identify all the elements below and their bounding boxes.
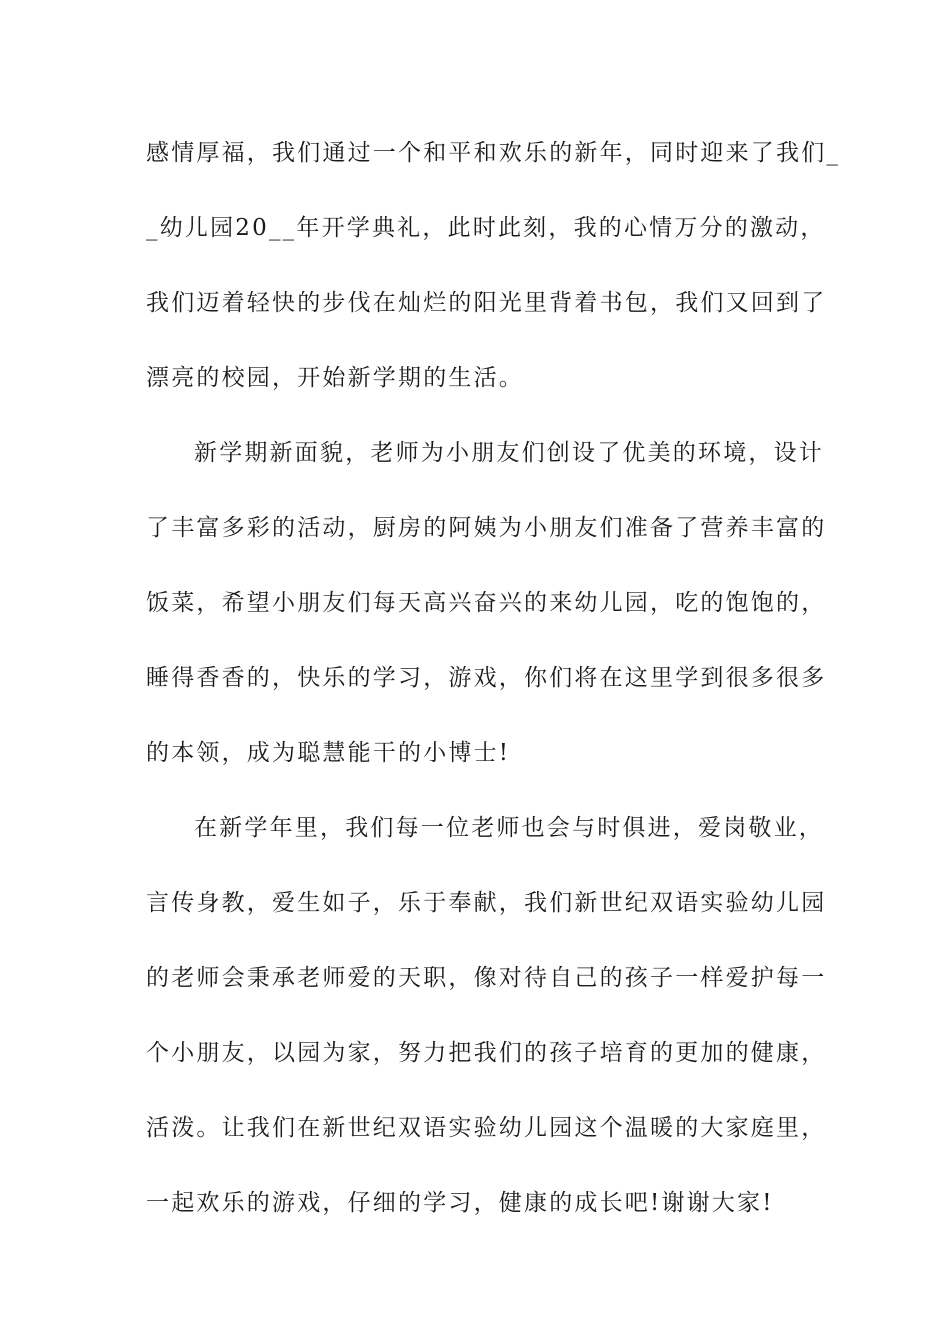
- text-line-2: _幼儿园20__年开学典礼，此时此刻，我的心情万分的激动，: [146, 215, 826, 241]
- text-line-3: 我们迈着轻快的步伐在灿烂的阳光里背着书包，我们又回到了: [146, 290, 827, 316]
- text-line-14: 活泼。让我们在新世纪双语实验幼儿园这个温暖的大家庭里，: [146, 1115, 827, 1141]
- text-line-7: 饭菜，希望小朋友们每天高兴奋兴的来幼儿园，吃的饱饱的，: [146, 590, 827, 616]
- text-line-8: 睡得香香的，快乐的学习，游戏，你们将在这里学到很多很多: [146, 665, 827, 691]
- text-line-15: 一起欢乐的游戏，仔细的学习，健康的成长吧!谢谢大家!: [146, 1190, 774, 1216]
- text-line-4: 漂亮的校园，开始新学期的生活。: [146, 365, 524, 391]
- text-line-6: 了丰富多彩的活动，厨房的阿姨为小朋友们准备了营养丰富的: [146, 515, 827, 541]
- text-line-1: 感情厚福，我们通过一个和平和欢乐的新年，同时迎来了我们_: [146, 140, 841, 166]
- text-line-9: 的本领，成为聪慧能干的小博士!: [146, 740, 511, 766]
- text-line-11: 言传身教，爱生如子，乐于奉献，我们新世纪双语实验幼儿园: [146, 890, 827, 916]
- text-line-5: 新学期新面貌，老师为小朋友们创设了优美的环境，设计: [194, 440, 824, 466]
- text-line-10: 在新学年里，我们每一位老师也会与时俱进，爱岗敬业，: [194, 815, 824, 841]
- text-line-13: 个小朋友，以园为家，努力把我们的孩子培育的更加的健康，: [146, 1040, 827, 1066]
- text-line-12: 的老师会秉承老师爱的天职，像对待自己的孩子一样爱护每一: [146, 965, 827, 991]
